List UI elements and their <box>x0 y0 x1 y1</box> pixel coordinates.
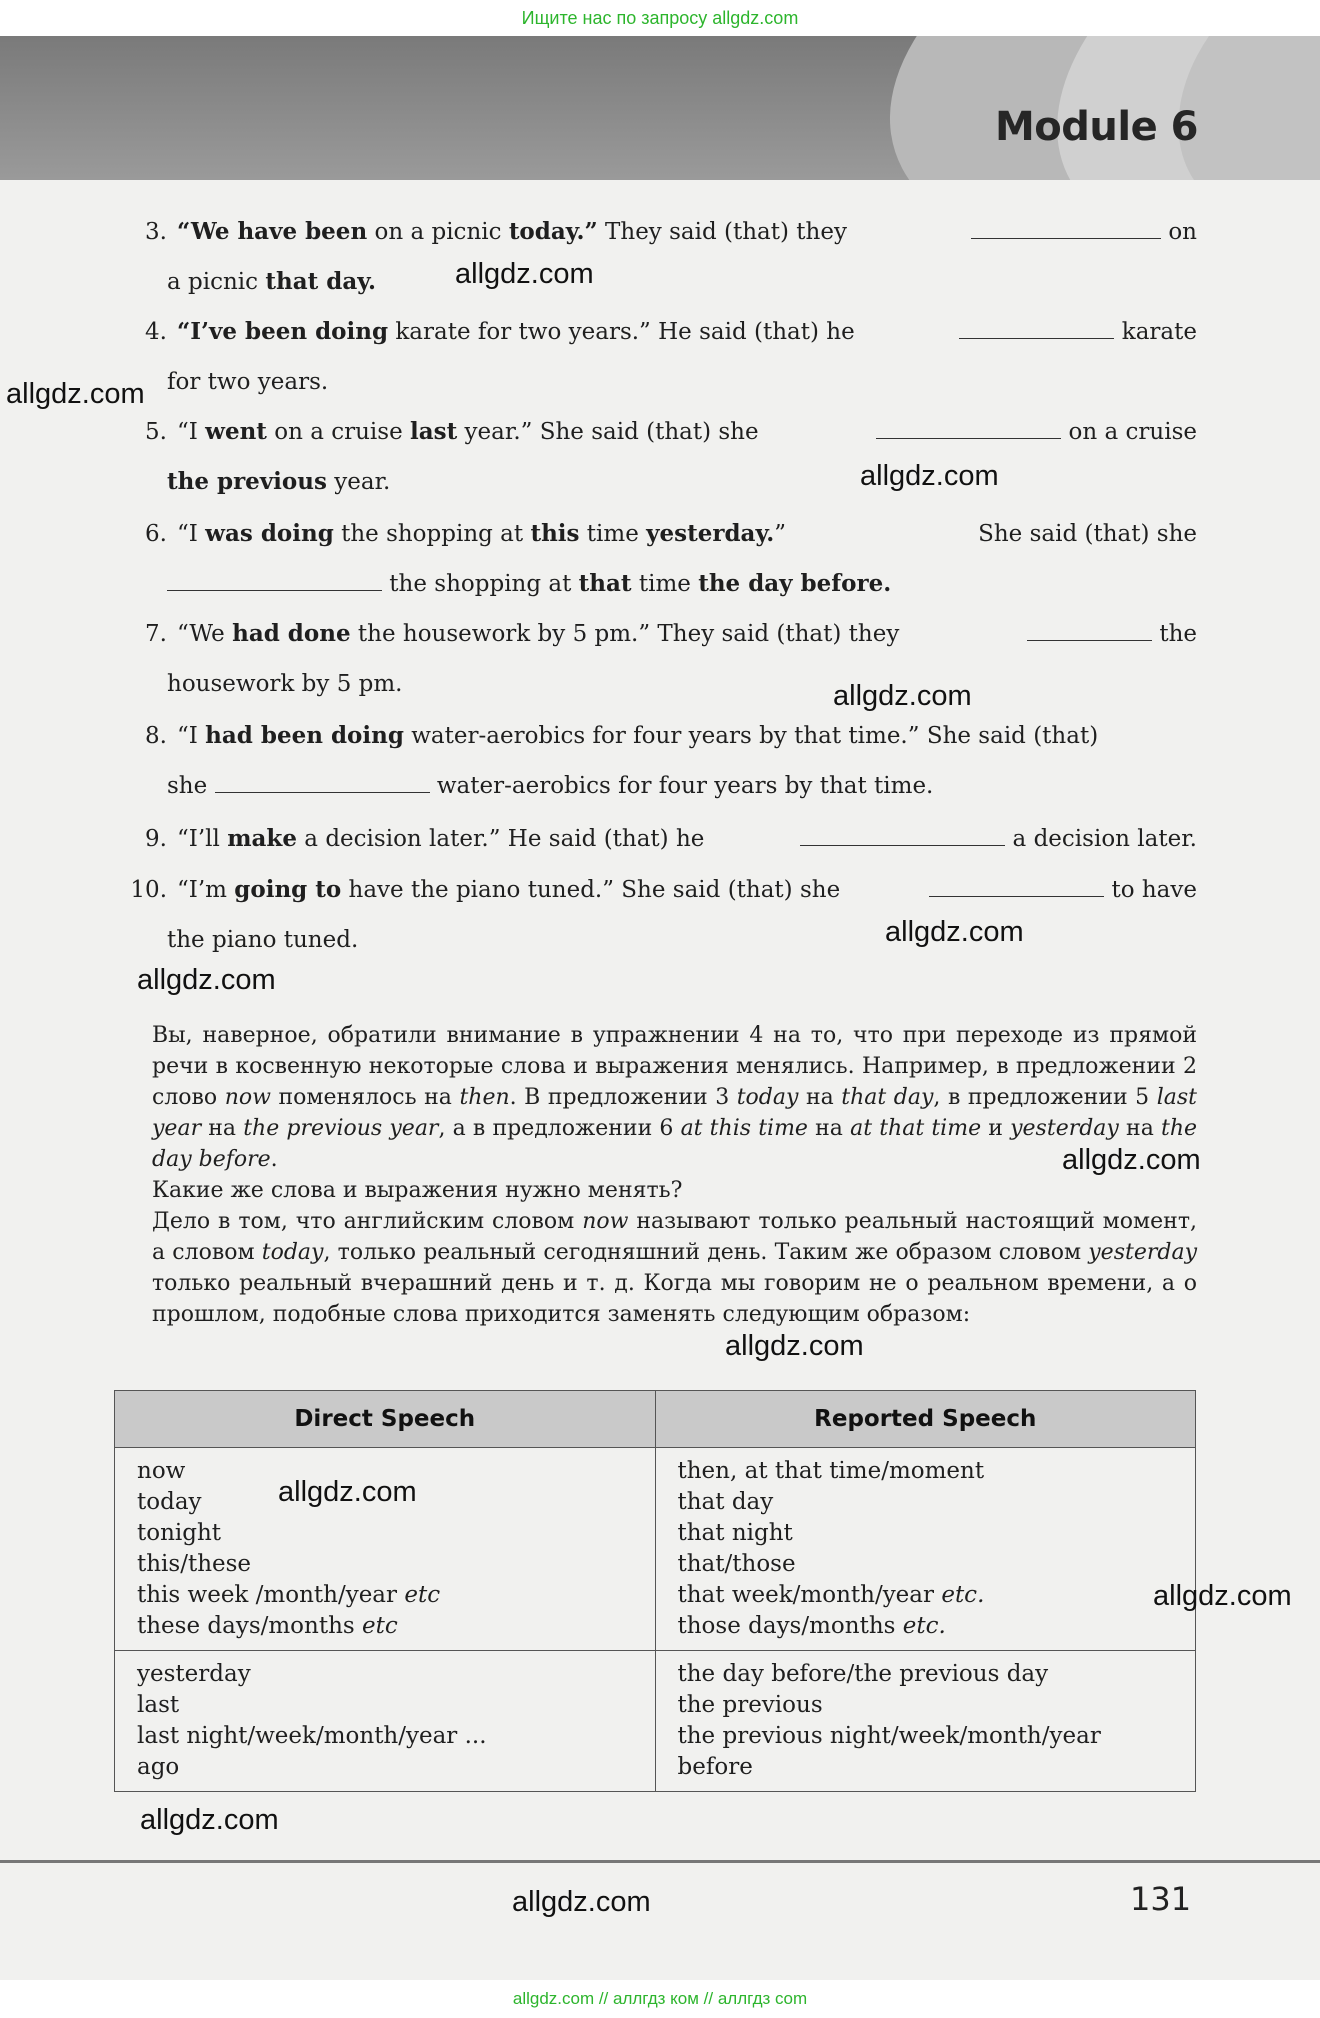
speech-conversion-table <box>114 1390 1196 1792</box>
watermark: allgdz.com <box>1062 1144 1201 1176</box>
explanation-text: Вы, наверное, обратили внимание в упражнении 4 на то, что при переходе из прямой речи в косвенную некоторые слова и выражения менялись. Например, в предложении 2 слово now поменялось на then. В предложении 3 today на that day, в предложении 5 last year на the previous year, а в предложении 6 at this time на at that time и yesterday на the day before. Какие же слова и выражения нужно менять? Дело в том, что английским словом now называют только реальный настоящий момент, а словом today, только реальный сегодняшний день. Таким же образом словом yesterday только реальный вчерашний день и т. д. Когда мы говорим не о реальном времени, а о прошлом, подобные слова приходится заменять следующим образом: <box>152 1023 1198 1327</box>
answer-blank[interactable] <box>971 218 1161 239</box>
watermark: allgdz.com <box>512 1886 651 1918</box>
watermark: allgdz.com <box>278 1476 417 1508</box>
answer-blank[interactable] <box>876 418 1061 439</box>
exercise-item: 9. “I’ll make a decision later.” He said (that) he a decision later. <box>145 825 1197 852</box>
answer-blank[interactable] <box>800 825 1005 846</box>
table-header-reported: Reported Speech <box>655 1391 1196 1448</box>
watermark: allgdz.com <box>140 1804 279 1836</box>
answer-blank[interactable] <box>215 772 430 793</box>
answer-blank[interactable] <box>959 318 1114 339</box>
top-link[interactable]: Ищите нас по запросу allgdz.com <box>521 8 799 28</box>
watermark: allgdz.com <box>860 460 999 492</box>
exercise-item: 5. “I went on a cruise last year.” She said (that) she on a cruise the previous year. <box>145 418 1197 495</box>
exercise-item: 3. “We have been on a picnic today.” They said (that) they on a picnic that day. <box>145 218 1197 295</box>
exercise-item: 4. “I’ve been doing karate for two years.” He said (that) he karate for two years. <box>145 318 1197 395</box>
watermark: allgdz.com <box>885 916 1024 948</box>
exercise-item: 6. “I was doing the shopping at this time yesterday.” She said (that) she the shopping at that time the day before. <box>145 520 1197 597</box>
footer-links[interactable]: allgdz.com // аллгдз ком // аллгдз com <box>0 1980 1320 2018</box>
exercise-item: 7. “We had done the housework by 5 pm.” They said (that) they the housework by 5 pm. <box>145 620 1197 697</box>
watermark: allgdz.com <box>1153 1580 1292 1612</box>
module-title: Module 6 <box>995 104 1198 150</box>
table-row: yesterday last last night/week/month/year ... ago the day before/the previous day the previous the previous night/week/month/year before <box>115 1651 1196 1792</box>
exercise-item: 8. “I had been doing water-aerobics for four years by that time.” She said (that) she water-aerobics for four years by that time. <box>145 722 1099 799</box>
answer-blank[interactable] <box>1027 620 1152 641</box>
watermark: allgdz.com <box>725 1330 864 1362</box>
answer-blank[interactable] <box>929 876 1104 897</box>
watermark: allgdz.com <box>833 680 972 712</box>
watermark: allgdz.com <box>6 378 145 410</box>
watermark: allgdz.com <box>455 258 594 290</box>
table-header-direct: Direct Speech <box>115 1391 656 1448</box>
exercise-item: 10. “I’m going to have the piano tuned.” She said (that) she to have the piano tuned. <box>130 876 1197 953</box>
page-bottom-rule <box>0 1860 1320 1863</box>
page-header-band <box>0 36 1320 180</box>
page-number: 131 <box>1130 1880 1192 1918</box>
watermark: allgdz.com <box>137 964 276 996</box>
table-row: now today tonight this/these this week /month/year etc these days/months etc then, at that time/moment that day that night that/those that week/month/year etc. those days/months etc. <box>115 1448 1196 1651</box>
answer-blank[interactable] <box>167 570 382 591</box>
